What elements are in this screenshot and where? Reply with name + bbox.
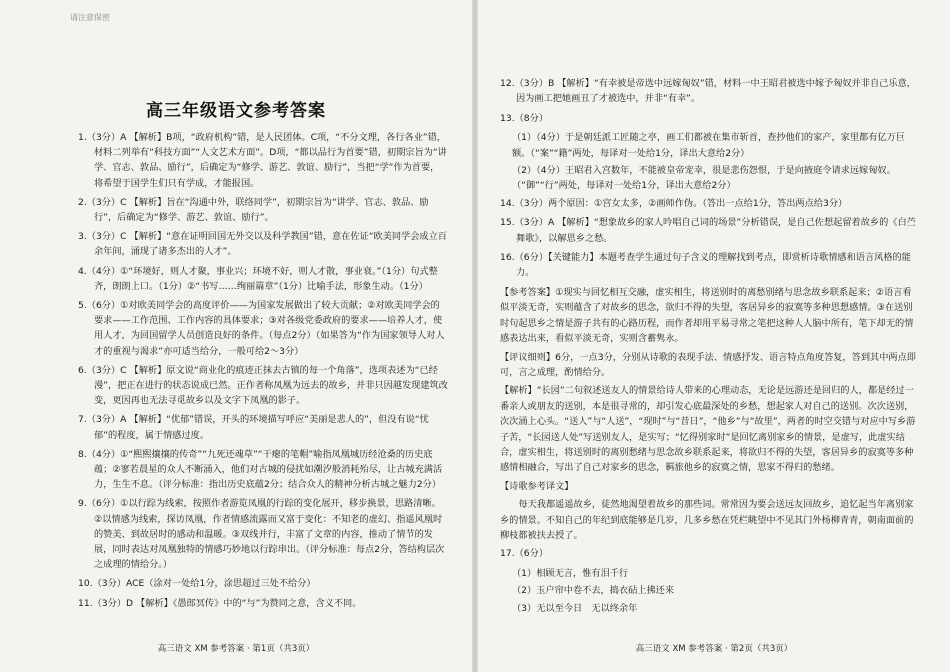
answer-17-3: （3）无以至今日 无以终余年: [512, 602, 638, 614]
answer-item-4: 4.（4分）①“环境好，则人才聚，事业兴；环境不好，则人才散，事业衰。”（1分）句式整齐，朗朗上口。（1分）②“书写……绚丽篇章”（1分）比喻手法，形象生动。（1分）: [78, 265, 438, 292]
right-content: [500, 76, 920, 618]
grading-rules: [500, 350, 920, 381]
answer-item-11: 11.（3分）D 【解析】《愚郎冥传》中的“与”为赞同之意，含义不同。: [78, 597, 362, 609]
answer-item-8: 8.（4分）①“熙熙攘攘的传奇”“九死还魂草”“干瘪的笔帽”喻指凤凰城历经沧桑的历史底蕴；②寥若晨星的众人不断涌入，他们对古城的侵扰如潮汐般消耗殆尽，让古城充满活力，生生不息。（评分标准：指出历史底蕴2分；结合众人的精神分析古城之魅力2分）: [78, 448, 443, 491]
analysis: [500, 383, 920, 475]
reference-label: 【参考答案】: [500, 286, 556, 298]
answer-item-7: 7.（3分）A 【解析】“优郁”错误，开头的环境描写呼应“美丽是悲人的”，但没有说“忧郁”的程度，属于情感过度。: [78, 414, 429, 441]
answer-17-1: （1）相顾无言，惟有泪千行: [512, 567, 629, 579]
grading-text: 6分，一点3分，分别从诗歌的表现手法、情感抒发、语言特点角度答复，答到其中两点即可，言之成理，酌情给分。: [500, 351, 916, 378]
document-title: 高三年级语文参考答案: [146, 101, 326, 121]
reference-answer: [500, 285, 920, 347]
header-mark: 请注意保密: [70, 13, 110, 22]
answer-item-3: 3.（3分）C 【解析】“意在证明回国无外交以及科学教国”错，意在佐证“欧美同学会成立百余年间，涌现了诸多杰出的人才”。: [78, 231, 447, 258]
answer-17-2: （2）玉户帘中卷不去，捣衣砧上拂还来: [512, 585, 675, 597]
answer-item-17: 17.（6分）: [500, 548, 549, 560]
reference-text: ①现实与回忆相互交融，虚实相生，将送别时的离愁别绪与思念故乡联系起来；②语言看似平淡无奇，实则蕴含了对故乡的思念，欲归不得的失望，客居异乡的寂寞等多种思想感情。③在送别时句起思乡之情是游子共有的心路历程，而作者却用平易寻常之笔把这种人人脑中所有，笔下却无的情感表达出来，看似平淡无奇，实则含蓄隽永。: [500, 286, 914, 345]
right-footer: 高三语文 XM 参考答案 · 第2页（共3页）: [635, 644, 793, 654]
grading-label: 【评议细则】: [500, 351, 556, 363]
answer-item-12: 12.（3分）B 【解析】“有幸被是帝选中远嫁匈奴”错，材料一中王昭君被选中嫁予匈奴并非自己乐意，因为画工把她画丑了才被选中，并非“有幸”。: [500, 78, 916, 105]
answer-item-10: 10.（3分）ACE（涂对一处给1分，涂思超过三处不给分）: [78, 578, 316, 590]
answer-item-5: 5.（6分）①对欧美同学会的高度评价——为国家发展做出了较大贡献；②对欧美同学会的要求——工作范围、工作内容的具体要求；③对各级党委政府的要求——培养人才，使用人才，为回国留学人员创造良好的条件。（每点2分）（如果答为“作为国家领导人对人才的重视与渴求”亦可适当给分，一般可给2～3分）: [78, 300, 445, 357]
answer-item-13-2: （2）（4分）王昭君入宫数年，不能被皇帝宠幸，很是悲伤怨恨，于是向掖庭令请求远嫁匈奴。（“御”“行”两处，每译对一处给1分，译出大意给2分）: [512, 165, 896, 192]
left-footer: 高三语文 XM 参考答案 · 第1页（共3页）: [157, 644, 315, 654]
left-content: [78, 130, 448, 615]
translation-label: 【诗歌参考译文】: [500, 480, 574, 492]
answer-item-9: 9.（6分）①以行踪为线索，按照作者游览凤凰的行踪的变化展开，移步换景，思路清晰。②以情感为线索，探访凤凰，作者情感流露而又富于变化：不知老的虚幻、指遥风凰时的赞美、到故居时的感动和温暖。③双线并行，丰富了文章的内容，推动了情节的发展，同时表达对凤凰独特的情感巧妙地以行踪串出。（评分标准：每点2分，答结构层次之成理的情给分。）: [78, 498, 445, 571]
answer-item-2: 2.（3分）C 【解析】旨在“沟通中外，联络同学”，初期宗旨为“讲学、官志、敦品、励行”，后确定为“修学、游艺、敦谊、励行”。: [78, 196, 429, 224]
answer-item-15: 15.（3分）A 【解析】“想象故乡的家人吟唱自己词的场景”分析错误，是自己佐想起留着故乡的《白苎舞歌》，以解思乡之愁。: [500, 217, 916, 244]
answer-item-16: 16.（6分）【关键能力】本题考查学生通过句子含义的理解找到考点，即赏析诗歌情感和语言风格的能力。: [500, 252, 911, 279]
right-page: [478, 0, 950, 672]
left-page: [0, 0, 472, 672]
translation-text: 每天我都遥遥故乡，徒然地渴望着故乡的那些词。常常因为要会送远友回故乡，追忆起当年离别家乡的情景。不知自己的年纪到底能够是几岁，几多乡愁在凭栏眺望中不见其门外杨柳青青，朝南面前的柳枝都被扶去授了。: [500, 499, 914, 541]
answer-item-13: 13.（8分）: [500, 112, 549, 124]
answer-item-6: 6.（3分）C 【解析】原文说“商业化的痕迹正抹去古镇的每一个角落”，选项表述为“已经漫”，把正在进行的状态说成已然。正作者称凤凰为远去的故乡，并非只因越发现建筑改变，更因再也无法寻觅故乡以及文字下凤凰的影子。: [78, 364, 448, 407]
answer-item-13-1: （1）（4分）于是朝廷派工匠随之亭，画工们都被在集市斩首，查抄他们的家产，家里都有亿万巨额。（“案”“籍”两处，每译对一处给1分，译出大意给2分）: [512, 132, 905, 159]
analysis-text: “长园”二句叙述送友人的情景给诗人带来的心理动态，无论是远游还是回归的人，都是经过一番亲人或朋友的送别，本是很寻常的，却引发心底最深处的乡愁，想起家人对自己的送别。次次送别，次次涌上心头。“送人”与“人送”，“现时”与“昔日”，“他乡”与“故里”，两者的时空交错与对应中写乡游子苦，“长园送人处”写送别友人，是实写；“忆得别家时”是回忆离别家乡的情景，是虚写，此虚实结合，虚实相生，将送别时的离别愁绪与思念故乡联系起来，将欲归不得的失望，客居异乡的寂寞等多种感情相融合，写出了自己对家乡的思念，羁旅他乡的寂寞之情，思家不得归的愁绪。: [500, 385, 916, 474]
analysis-label: 【解析】: [500, 385, 537, 397]
answer-item-1: 1.（3分）A 【解析】B项，“政府机构”错，是人民团体。C项，“不分文理，各行各业”错，材料二列举有“科技方面”“人文艺术方面”。D项，“都以品行为首要”错，初期宗旨为“讲学、官志、敦品、励行”，后确定为“修学、游艺、敦谊、励行”，当把“学”作为首要，将希望于国学生们只有学成，才能报国。: [78, 132, 447, 189]
answer-item-14: 14.（3分）两个原因：①宫女太多，②画师作伪。（答出一点给1分，答出两点给3分）: [500, 197, 848, 209]
